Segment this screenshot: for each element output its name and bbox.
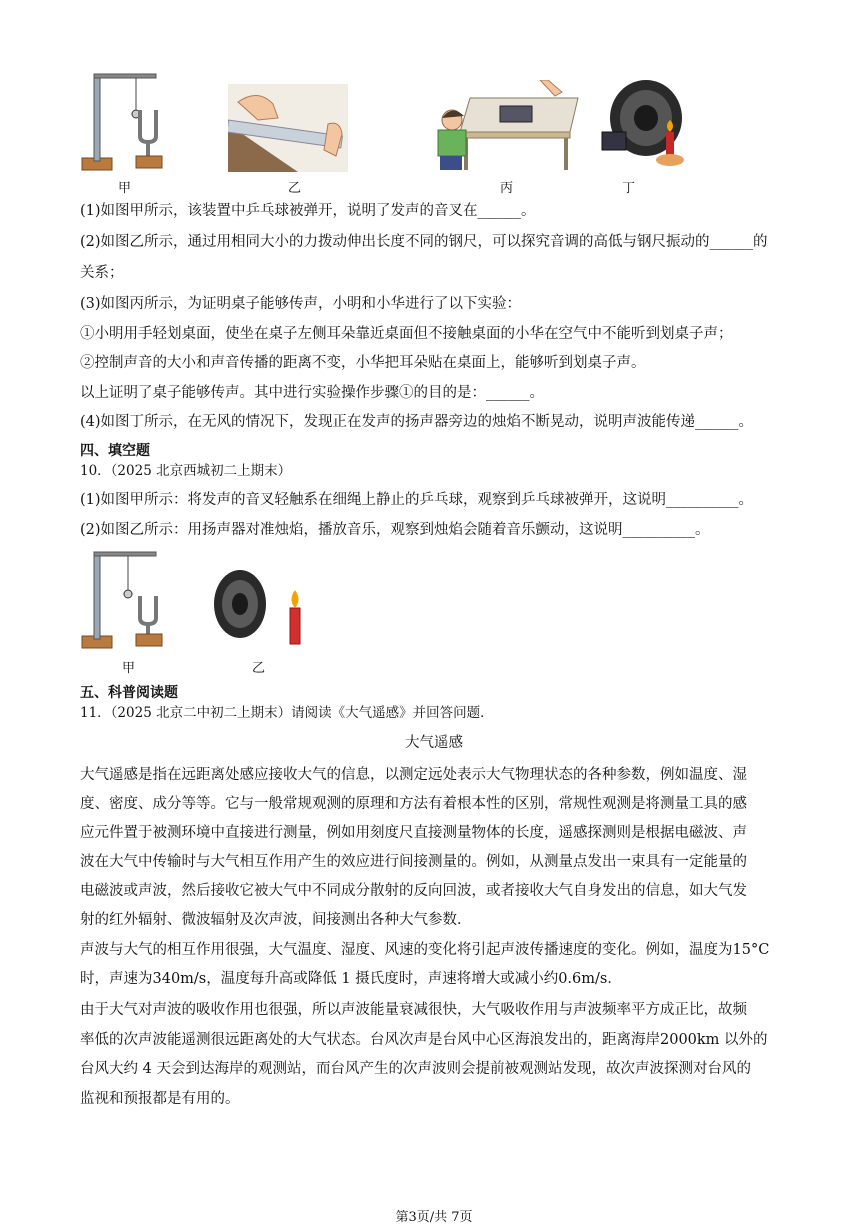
article-line: 大气遥感是指在远距离处感应接收大气的信息，以测定远处表示大气物理状态的各种参数，例如温度、湿	[80, 767, 747, 783]
q10-part2: (2)如图乙所示：用扬声器对准烛焰，播放音乐，观察到烛焰会随着音乐颤动，这说明__________。	[80, 522, 710, 538]
article-line: 台风大约 4 天会到达海岸的观测站，而台风产生的次声波则会提前被观测站发现，故次声波探测对台风的	[80, 1061, 751, 1077]
section4-heading: 四、填空题	[80, 443, 150, 459]
article-line: 由于大气对声波的吸收作用也很强，所以声波能量衰减很快，大气吸收作用与声波频率平方成正比，故频	[80, 1002, 747, 1018]
article-line: 电磁波或声波，然后接收它被大气中不同成分散射的反向回波，或者接收大气自身发出的信息，如大气发	[80, 883, 747, 899]
section5-heading: 五、科普阅读题	[80, 685, 178, 701]
caption-jia: 甲	[118, 181, 132, 196]
q9-part4: (4)如图丁所示，在无风的情况下，发现正在发声的扬声器旁边的烛焰不断晃动，说明声波能传递______。	[80, 414, 754, 430]
caption-yi: 乙	[288, 181, 302, 196]
q9-part3-step2: ②控制声音的大小和声音传播的距离不变，小华把耳朵贴在桌面上，能够听到划桌子声。	[80, 355, 646, 371]
article-line: 度、密度、成分等等。它与一般常规观测的原理和方法有着根本性的区别，常规性观测是将测量工具的感	[80, 796, 747, 812]
q10-part1: (1)如图甲所示：将发声的音叉轻触系在细绳上静止的乒乓球，观察到乒乓球被弹开，这说明__________。	[80, 492, 754, 508]
caption-bing: 丙	[500, 181, 514, 196]
article-line: 率低的次声波能遥测很远距离处的大气状态。台风次声是台风中心区海浪发出的，距离海岸2000km 以外的	[80, 1032, 768, 1048]
article-title: 大气遥感	[405, 735, 463, 751]
caption-ding: 丁	[622, 181, 636, 196]
caption-q10-jia: 甲	[122, 661, 136, 676]
figure-ding-speaker	[594, 78, 692, 168]
q10-title: 10．（2025 北京西城初二上期末）	[80, 463, 292, 479]
article-line: 波在大气中传输时与大气相互作用产生的效应进行间接测量的。例如，从测量点发出一束具有一定能量的	[80, 854, 747, 870]
figure-jia-tuning-fork	[78, 70, 170, 175]
page-footer: 第3页/共 7页	[395, 1210, 473, 1225]
figure-yi-ruler	[228, 84, 348, 172]
figure-q10-yi-speaker	[210, 566, 306, 646]
q9-part1: (1)如图甲所示，该装置中乒乓球被弹开，说明了发声的音叉在______。	[80, 203, 536, 219]
figure-bing-table	[430, 80, 580, 172]
article-line: 声波与大气的相互作用很强，大气温度、湿度、风速的变化将引起声波传播速度的变化。例如，温度为15°C	[80, 942, 770, 958]
article-line: 监视和预报都是有用的。	[80, 1091, 240, 1107]
caption-q10-yi: 乙	[252, 661, 266, 676]
q9-part3: (3)如图丙所示，为证明桌子能够传声，小明和小华进行了以下实验：	[80, 296, 522, 312]
q9-part2-line2: 关系；	[80, 265, 124, 281]
q9-part2-line1: (2)如图乙所示，通过用相同大小的力拨动伸出长度不同的钢尺，可以探究音调的高低与钢尺振动的______的	[80, 234, 768, 250]
q9-part3-step1: ①小明用手轻划桌面，使坐在桌子左侧耳朵靠近桌面但不接触桌面的小华在空气中不能听到划桌子声；	[80, 326, 733, 342]
article-line: 时，声速为340m/s，温度每升高或降低 1 摄氏度时，声速将增大或减小约0.6m/s．	[80, 971, 622, 987]
q11-title: 11．（2025 北京二中初二上期末）请阅读《大气遥感》并回答问题．	[80, 705, 494, 721]
article-line: 射的红外辐射、微波辐射及次声波，间接测出各种大气参数．	[80, 912, 472, 928]
article-line: 应元件置于被测环境中直接进行测量，例如用刻度尺直接测量物体的长度，遥感探测则是根据电磁波、声	[80, 825, 747, 841]
figure-q10-jia-tuning-fork	[78, 548, 170, 653]
q9-part3-conclusion: 以上证明了桌子能够传声。其中进行实验操作步骤①的目的是：______。	[80, 385, 544, 401]
